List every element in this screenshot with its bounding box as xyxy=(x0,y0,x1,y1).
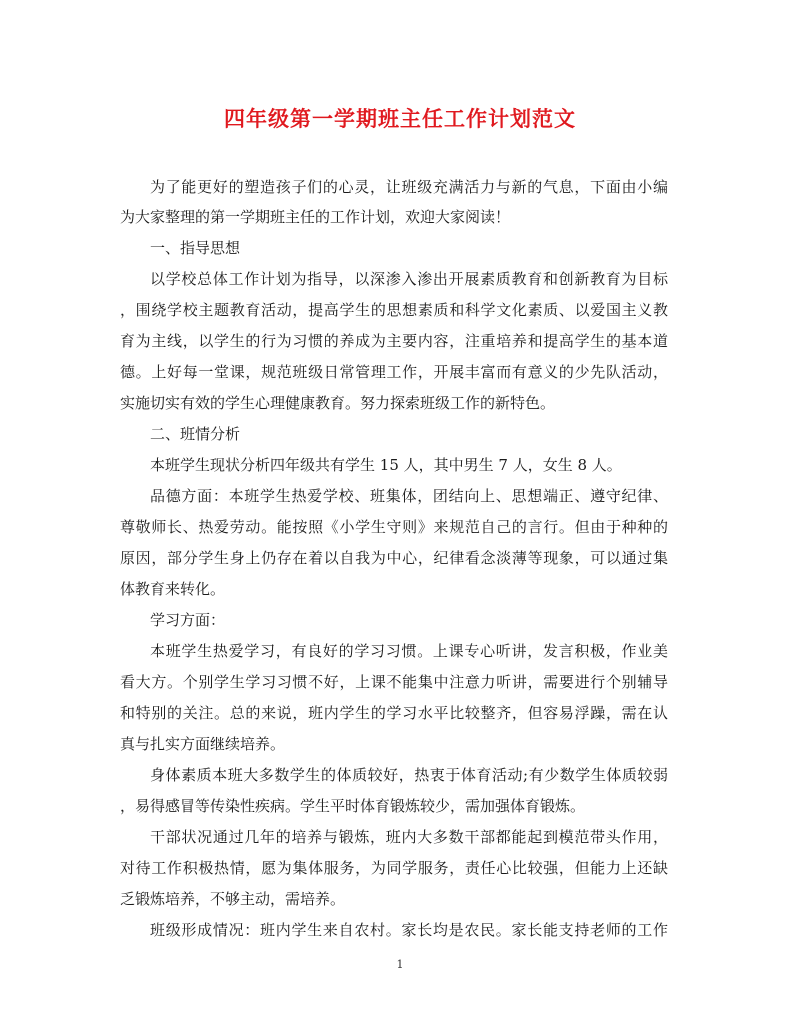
text-line: 本班学生热爱学习，有良好的学习习惯。上课专心听讲，发言积极，作业美 xyxy=(150,642,668,660)
text-line: 体教育来转化。 xyxy=(120,580,226,598)
text-line: 身体素质本班大多数学生的体质较好，热衷于体育活动;有少数学生体质较弱 xyxy=(150,766,668,784)
text-line: 育为主线，以学生的行为习惯的养成为主要内容，注重培养和提高学生的基本道 xyxy=(120,332,668,350)
text-line: 班级形成情况：班内学生来自农村。家长均是农民。家长能支持老师的工作 xyxy=(150,921,668,939)
section-heading: 二、班情分析 xyxy=(150,425,241,443)
text-line: 为了能更好的塑造孩子们的心灵，让班级充满活力与新的气息，下面由小编 xyxy=(150,178,668,196)
text-line: 德。上好每一堂课，规范班级日常管理工作，开展丰富而有意义的少先队活动， xyxy=(120,363,668,381)
text-line: 以学校总体工作计划为指导，以深渗入渗出开展素质教育和创新教育为目标 xyxy=(150,270,668,288)
text-line: 原因，部分学生身上仍存在着以自我为中心，纪律看念淡薄等现象，可以通过集 xyxy=(120,549,668,567)
text-line: 品德方面：本班学生热爱学校、班集体，团结向上、思想端正、遵守纪律、 xyxy=(150,487,668,505)
document-title: 四年级第一学期班主任工作计划范文 xyxy=(224,106,576,131)
text-line: 为大家整理的第一学期班主任的工作计划，欢迎大家阅读！ xyxy=(120,208,511,226)
text-line: 本班学生现状分析四年级共有学生 15 人，其中男生 7 人，女生 8 人。 xyxy=(150,456,622,474)
text-line: 真与扎实方面继续培养。 xyxy=(120,735,286,753)
text-line: 乏锻炼培养，不够主动，需培养。 xyxy=(120,890,346,908)
text-line: 干部状况通过几年的培养与锻炼，班内大多数干部都能起到模范带头作用， xyxy=(150,828,668,846)
text-line: 和特别的关注。总的来说，班内学生的学习水平比较整齐，但容易浮躁，需在认 xyxy=(120,704,668,722)
text-line: ，围绕学校主题教育活动，提高学生的思想素质和科学文化素质、以爱国主义教 xyxy=(120,301,668,319)
text-line: 尊敬师长、热爱劳动。能按照《小学生守则》来规范自己的言行。但由于种种的 xyxy=(120,518,668,536)
text-line: ，易得感冒等传染性疾病。学生平时体育锻炼较少，需加强体育锻炼。 xyxy=(120,797,586,815)
page-number: 1 xyxy=(396,958,404,971)
section-heading: 一、指导思想 xyxy=(150,239,241,257)
text-line: 对待工作积极热情，愿为集体服务，为同学服务，责任心比较强，但能力上还缺 xyxy=(120,859,668,877)
text-line: 看大方。个别学生学习习惯不好，上课不能集中注意力听讲，需要进行个别辅导 xyxy=(120,673,668,691)
text-line: 实施切实有效的学生心理健康教育。努力探索班级工作的新特色。 xyxy=(120,394,556,412)
sub-heading: 学习方面： xyxy=(150,611,226,629)
